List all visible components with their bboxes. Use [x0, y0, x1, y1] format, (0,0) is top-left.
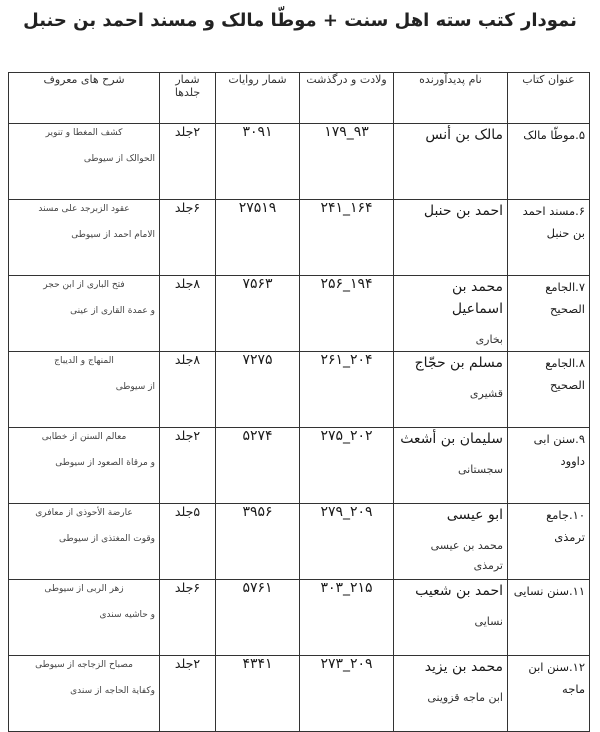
cell-volumes: ۸جلد: [160, 276, 216, 352]
cell-commentaries: [9, 656, 160, 732]
cell-commentaries: [9, 200, 160, 276]
commentary-line: وکفایة الحاجه از سندی: [70, 686, 155, 696]
author-name: احمد بن حنبل: [423, 203, 503, 219]
author-sub: [398, 146, 503, 156]
cell-narrations: ۲۷۵۱۹: [216, 200, 300, 276]
commentary-line: زهر الربی از سیوطی: [44, 584, 124, 594]
author-sub: ابن ماجه قزوینی: [427, 691, 503, 704]
commentary-line: المنهاج و الدیباج: [54, 356, 114, 366]
cell-book-title: ۵.موطّا مالک: [508, 124, 590, 200]
cell-book-title: ۱۱.سنن نسایی: [508, 580, 590, 656]
author-sub: [398, 222, 503, 232]
cell-book-title: ۸.الجامع الصحیح: [508, 352, 590, 428]
commentary-line: عقود الزبرجد علی مسند: [38, 204, 130, 214]
cell-author: [394, 352, 508, 428]
cell-author: [394, 504, 508, 580]
cell-book-title: ۱۰.جامع ترمذی: [508, 504, 590, 580]
commentary-line: فتح الباری از ابن حجر: [43, 280, 125, 290]
cell-volumes: ۸جلد: [160, 352, 216, 428]
table-row: [9, 428, 590, 504]
header-author: نام پدیدآورنده: [394, 73, 508, 124]
commentary-line: و عمدة القاری از عینی: [70, 306, 155, 316]
commentary-line: کشف المغطا و تنویر: [45, 128, 123, 138]
cell-narrations: ۵۷۶۱: [216, 580, 300, 656]
cell-commentaries: [9, 352, 160, 428]
commentary-line: از سیوطی: [115, 382, 155, 392]
header-dates: ولادت و درگذشت: [300, 73, 394, 124]
cell-narrations: ۷۲۷۵: [216, 352, 300, 428]
cell-author: [394, 428, 508, 504]
author-sub: قشیری: [469, 387, 503, 400]
author-sub: نسایی: [474, 615, 503, 628]
author-sub: محمد بن عیسی ترمذی: [430, 539, 503, 572]
cell-narrations: ۳۹۵۶: [216, 504, 300, 580]
table-row: [9, 504, 590, 580]
commentary-line: الامام احمد از سیوطی: [71, 230, 155, 240]
cell-book-title: ۱۲.سنن ابن ماجه: [508, 656, 590, 732]
table-row: [9, 124, 590, 200]
cell-dates: ۲۱۵_۳۰۳: [300, 580, 394, 656]
books-table: [8, 72, 590, 732]
cell-author: [394, 200, 508, 276]
cell-dates: ۱۶۴_۲۴۱: [300, 200, 394, 276]
commentary-line: عارضة الأحوذی از معافری: [35, 508, 133, 518]
header-commentaries: شرح های معروف: [9, 73, 160, 124]
cell-author: [394, 124, 508, 200]
cell-commentaries: [9, 580, 160, 656]
commentary-line: معالم السنن از خطابی: [41, 432, 127, 442]
table-row: [9, 656, 590, 732]
cell-volumes: ۶جلد: [160, 200, 216, 276]
cell-dates: ۱۹۴_۲۵۶: [300, 276, 394, 352]
commentary-line: مصباح الزجاجه از سیوطی: [35, 660, 133, 670]
author-name: محمد بن اسماعیل: [451, 279, 503, 317]
cell-author: [394, 276, 508, 352]
cell-narrations: ۳۰۹۱: [216, 124, 300, 200]
author-name: مسلم بن حجّاج: [414, 355, 503, 371]
commentary-line: الحوالک از سیوطی: [83, 154, 155, 164]
commentary-line: و حاشیه سندی: [99, 610, 155, 620]
table-row: [9, 200, 590, 276]
cell-author: [394, 656, 508, 732]
header-narrations: شمار روایات: [216, 73, 300, 124]
cell-dates: ۹۳_۱۷۹: [300, 124, 394, 200]
header-volumes: شمار جلدها: [160, 73, 216, 124]
cell-author: [394, 580, 508, 656]
author-name: محمد بن یزید: [424, 659, 503, 675]
commentary-line: و مرقاة الصعود از سیوطی: [55, 458, 155, 468]
cell-commentaries: [9, 276, 160, 352]
author-sub: سجستانی: [457, 463, 503, 476]
author-name: ابو عیسی: [446, 507, 503, 523]
cell-volumes: ۲جلد: [160, 656, 216, 732]
cell-commentaries: [9, 428, 160, 504]
author-sub: بخاری: [475, 333, 503, 346]
cell-dates: ۲۰۹_۲۷۳: [300, 656, 394, 732]
table-row: [9, 352, 590, 428]
header-book-title: عنوان کتاب: [508, 73, 590, 124]
cell-dates: ۲۰۲_۲۷۵: [300, 428, 394, 504]
cell-dates: ۲۰۴_۲۶۱: [300, 352, 394, 428]
page-title: نمودار کتب سته اهل سنت + موطّا مالک و مسند احمد بن حنبل: [23, 10, 577, 31]
cell-narrations: ۷۵۶۳: [216, 276, 300, 352]
commentary-line: وقوت المغتذی از سیوطی: [58, 534, 155, 544]
cell-book-title: ۹.سنن ابی داوود: [508, 428, 590, 504]
cell-narrations: ۵۲۷۴: [216, 428, 300, 504]
cell-commentaries: [9, 504, 160, 580]
table-row: [9, 580, 590, 656]
cell-volumes: ۲جلد: [160, 124, 216, 200]
header-row: [9, 73, 590, 124]
cell-narrations: ۴۳۴۱: [216, 656, 300, 732]
author-name: سلیمان بن أشعث: [400, 431, 503, 447]
cell-book-title: ۷.الجامع الصحیح: [508, 276, 590, 352]
cell-volumes: ۵جلد: [160, 504, 216, 580]
author-name: احمد بن شعیب: [415, 583, 503, 599]
cell-book-title: ۶.مسند احمد بن حنبل: [508, 200, 590, 276]
cell-volumes: ۲جلد: [160, 428, 216, 504]
cell-dates: ۲۰۹_۲۷۹: [300, 504, 394, 580]
cell-commentaries: [9, 124, 160, 200]
table-row: [9, 276, 590, 352]
author-name: مالک بن أنس: [425, 127, 503, 143]
cell-volumes: ۶جلد: [160, 580, 216, 656]
